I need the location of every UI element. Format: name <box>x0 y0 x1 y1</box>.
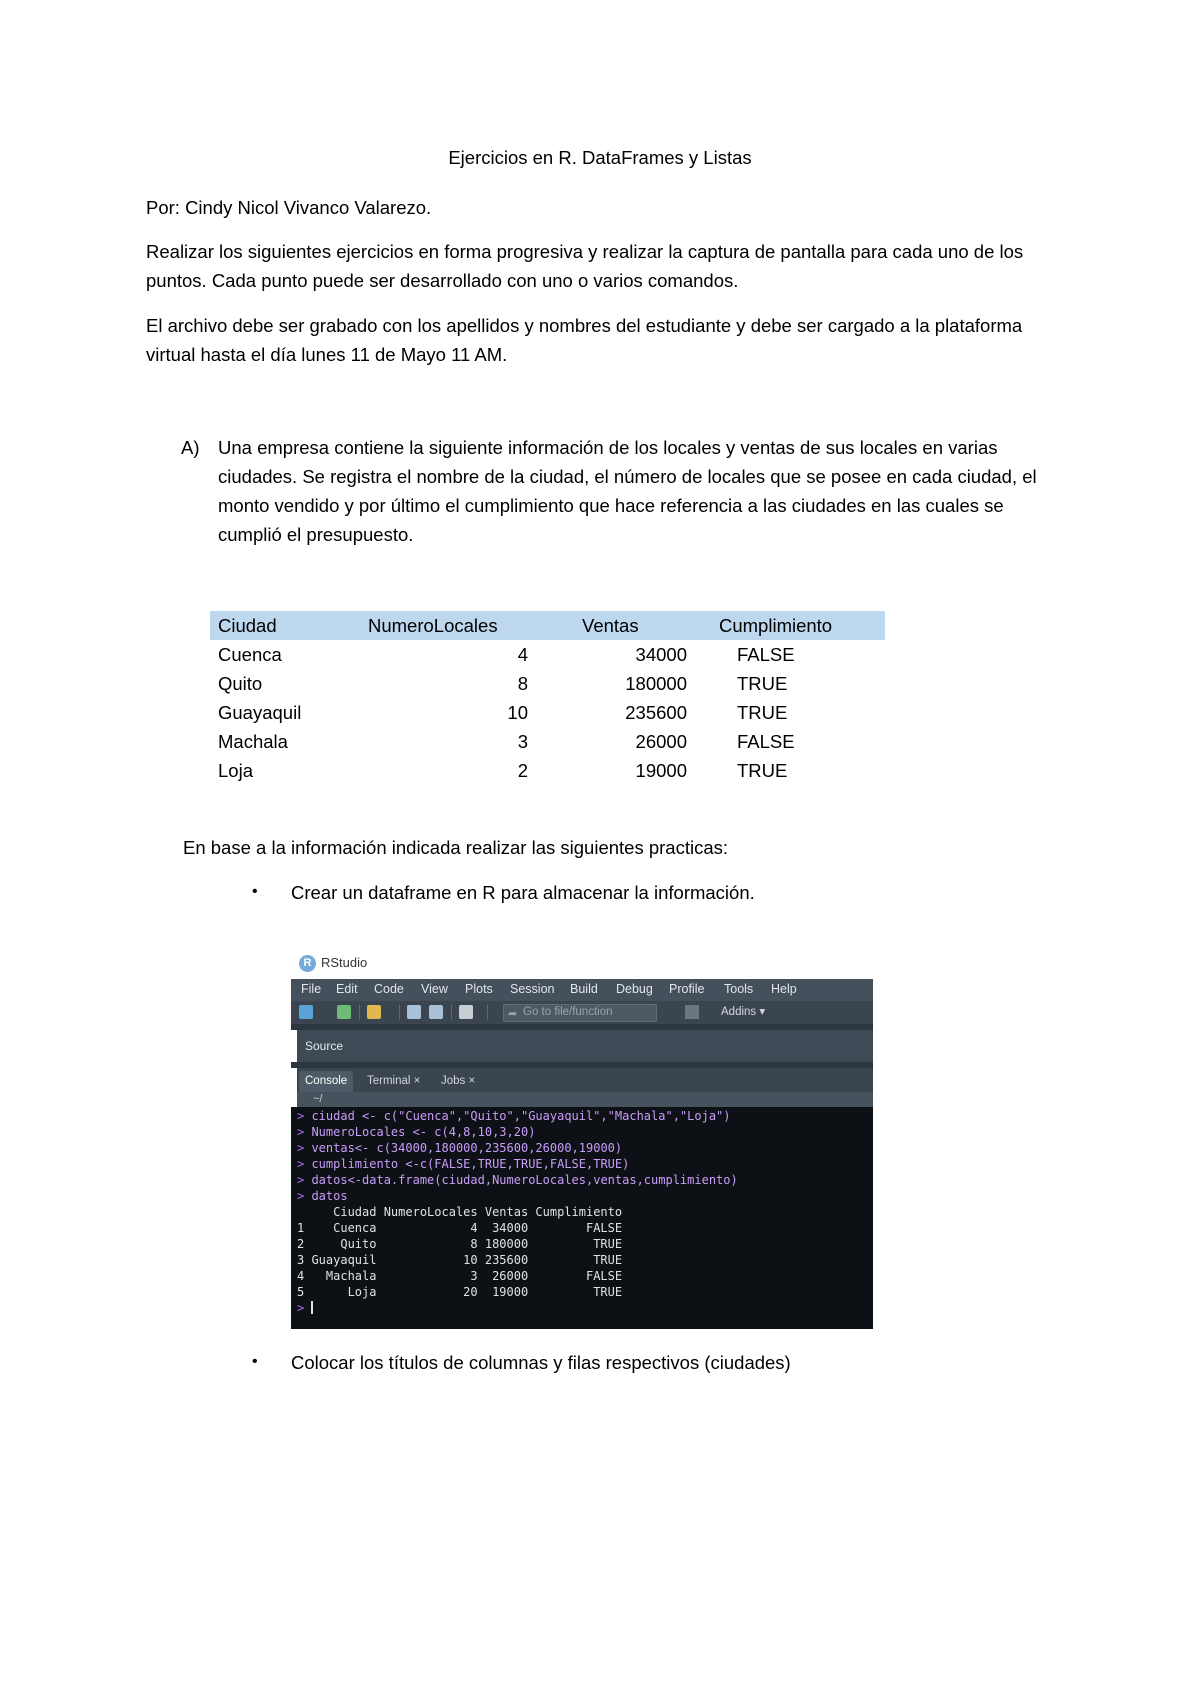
console-output-line: 2 Quito 8 180000 TRUE <box>297 1237 623 1251</box>
rstudio-menubar <box>291 979 873 1001</box>
table-header-row <box>210 611 885 640</box>
save-icon[interactable] <box>407 1005 421 1019</box>
header-cumplimiento: Cumplimiento <box>705 611 885 640</box>
console-output-line: 5 Loja 20 19000 TRUE <box>297 1285 623 1299</box>
source-pane-label: Source <box>305 1039 344 1053</box>
menu-view[interactable]: View <box>421 982 448 996</box>
rstudio-app-name: RStudio <box>321 955 368 970</box>
toolbar-separator <box>399 1005 400 1020</box>
goto-file-input[interactable] <box>503 1004 657 1022</box>
toolbar-separator <box>487 1005 488 1020</box>
text-cursor <box>311 1301 313 1314</box>
cell-ventas: 34000 <box>635 643 687 665</box>
console-working-dir: ~/ <box>297 1092 873 1107</box>
cell-ciudad: Quito <box>218 672 263 694</box>
tab-terminal[interactable]: Terminal × <box>367 1075 421 1087</box>
menu-session[interactable]: Session <box>510 982 555 996</box>
cell-ciudad: Guayaquil <box>218 701 302 723</box>
table-row <box>210 756 885 785</box>
cell-ciudad: Loja <box>218 759 253 781</box>
menu-build[interactable]: Build <box>570 982 598 996</box>
console-tabbar <box>297 1068 873 1092</box>
cell-ciudad: Machala <box>218 730 288 752</box>
menu-plots[interactable]: Plots <box>465 982 493 996</box>
toolbar-separator <box>451 1005 452 1020</box>
bullet-item-2: Colocar los títulos de columnas y filas respectivos (ciudades) <box>291 1352 791 1373</box>
header-ciudad: Ciudad <box>210 611 348 640</box>
rstudio-toolbar <box>291 1001 873 1024</box>
cell-cumplimiento: FALSE <box>737 730 795 752</box>
section-a-text: Una empresa contiene la siguiente información de los locales y ventas de sus locales en varias ciudades. Se registra el nombre de la ciudad, el número de locales que se posee en cada ciudad, el monto vendido y por último el cumplimiento que hace referencia a las ciudades en las cuales se cumplió el presupuesto. <box>218 437 1037 545</box>
author-line: Por: Cindy Nicol Vivanco Valarezo. <box>146 197 432 218</box>
cell-ciudad: Cuenca <box>218 643 282 665</box>
console-output-line: Ciudad NumeroLocales Ventas Cumplimiento <box>297 1205 623 1219</box>
cell-numerolocales: 8 <box>517 672 528 694</box>
console-prompt-line[interactable]: > <box>297 1300 313 1316</box>
sales-table <box>210 611 885 785</box>
header-numerolocales: NumeroLocales <box>348 611 542 640</box>
open-file-icon[interactable] <box>367 1005 381 1019</box>
cell-cumplimiento: TRUE <box>737 701 788 723</box>
cell-numerolocales: 3 <box>517 730 528 752</box>
menu-tools[interactable]: Tools <box>724 982 754 996</box>
addins-menu[interactable]: Addins ▾ <box>721 1006 766 1018</box>
cell-numerolocales: 2 <box>517 759 528 781</box>
grid-layout-icon[interactable] <box>685 1005 699 1019</box>
cell-cumplimiento: TRUE <box>737 672 788 694</box>
goto-arrow-icon: ➦ <box>508 1008 518 1020</box>
console-output-line: 4 Machala 3 26000 FALSE <box>297 1269 623 1283</box>
rstudio-screenshot <box>291 951 873 1329</box>
tab-jobs[interactable]: Jobs × <box>441 1075 476 1087</box>
console-command-line: > datos<-data.frame(ciudad,NumeroLocales,ventas,cumplimiento) <box>297 1173 738 1187</box>
source-pane[interactable] <box>297 1030 873 1062</box>
table-row <box>210 727 885 756</box>
rstudio-logo-icon: R <box>299 955 316 972</box>
console-command-line: > ventas<- c(34000,180000,235600,26000,19000) <box>297 1141 623 1155</box>
table-row <box>210 698 885 727</box>
console-output-line: 1 Cuenca 4 34000 FALSE <box>297 1221 623 1235</box>
tab-console[interactable]: Console <box>299 1071 353 1092</box>
console-command-line: > datos <box>297 1189 348 1203</box>
rstudio-titlebar <box>291 951 873 979</box>
bullet-dot-icon: • <box>252 883 258 900</box>
menu-code[interactable]: Code <box>374 982 404 996</box>
header-ventas: Ventas <box>542 611 705 640</box>
console-command-line: > cumplimiento <-c(FALSE,TRUE,TRUE,FALSE,TRUE) <box>297 1157 630 1171</box>
bullet-item-1: Crear un dataframe en R para almacenar la información. <box>291 882 755 903</box>
menu-edit[interactable]: Edit <box>336 982 358 996</box>
practicas-intro: En base a la información indicada realizar las siguientes practicas: <box>183 837 729 858</box>
console-output-line: 3 Guayaquil 10 235600 TRUE <box>297 1253 623 1267</box>
menu-debug[interactable]: Debug <box>616 982 653 996</box>
table-row <box>210 669 885 698</box>
document-title: Ejercicios en R. DataFrames y Listas <box>448 147 752 168</box>
submission-paragraph: El archivo debe ser grabado con los apellidos y nombres del estudiante y debe ser cargado a la plataforma virtual hasta el día lunes 11 de Mayo 11 AM. <box>146 315 1023 365</box>
cell-cumplimiento: FALSE <box>737 643 795 665</box>
cell-numerolocales: 4 <box>517 643 528 665</box>
goto-placeholder: Go to file/function <box>523 1006 613 1018</box>
table-row <box>210 640 885 669</box>
new-project-icon[interactable] <box>337 1005 351 1019</box>
cell-ventas: 180000 <box>625 672 687 694</box>
save-all-icon[interactable] <box>429 1005 443 1019</box>
new-file-icon[interactable] <box>299 1005 313 1019</box>
console-output[interactable] <box>291 1107 873 1329</box>
cell-ventas: 26000 <box>635 730 687 752</box>
cell-ventas: 19000 <box>635 759 687 781</box>
bullet-dot-icon: • <box>252 1353 258 1370</box>
cell-numerolocales: 10 <box>507 701 528 723</box>
instructions-paragraph: Realizar los siguientes ejercicios en forma progresiva y realizar la captura de pantalla para cada uno de los puntos. Cada punto puede ser desarrollado con uno o varios comandos. <box>146 241 1024 291</box>
cell-cumplimiento: TRUE <box>737 759 788 781</box>
menu-profile[interactable]: Profile <box>669 982 705 996</box>
section-a-label: A) <box>181 437 200 458</box>
menu-file[interactable]: File <box>301 982 322 996</box>
menu-help[interactable]: Help <box>771 982 797 996</box>
toolbar-separator <box>359 1005 360 1020</box>
print-icon[interactable] <box>459 1005 473 1019</box>
console-command-line: > NumeroLocales <- c(4,8,10,3,20) <box>297 1125 536 1139</box>
cell-ventas: 235600 <box>625 701 687 723</box>
console-command-line: > ciudad <- c("Cuenca","Quito","Guayaquil","Machala","Loja") <box>297 1109 731 1123</box>
